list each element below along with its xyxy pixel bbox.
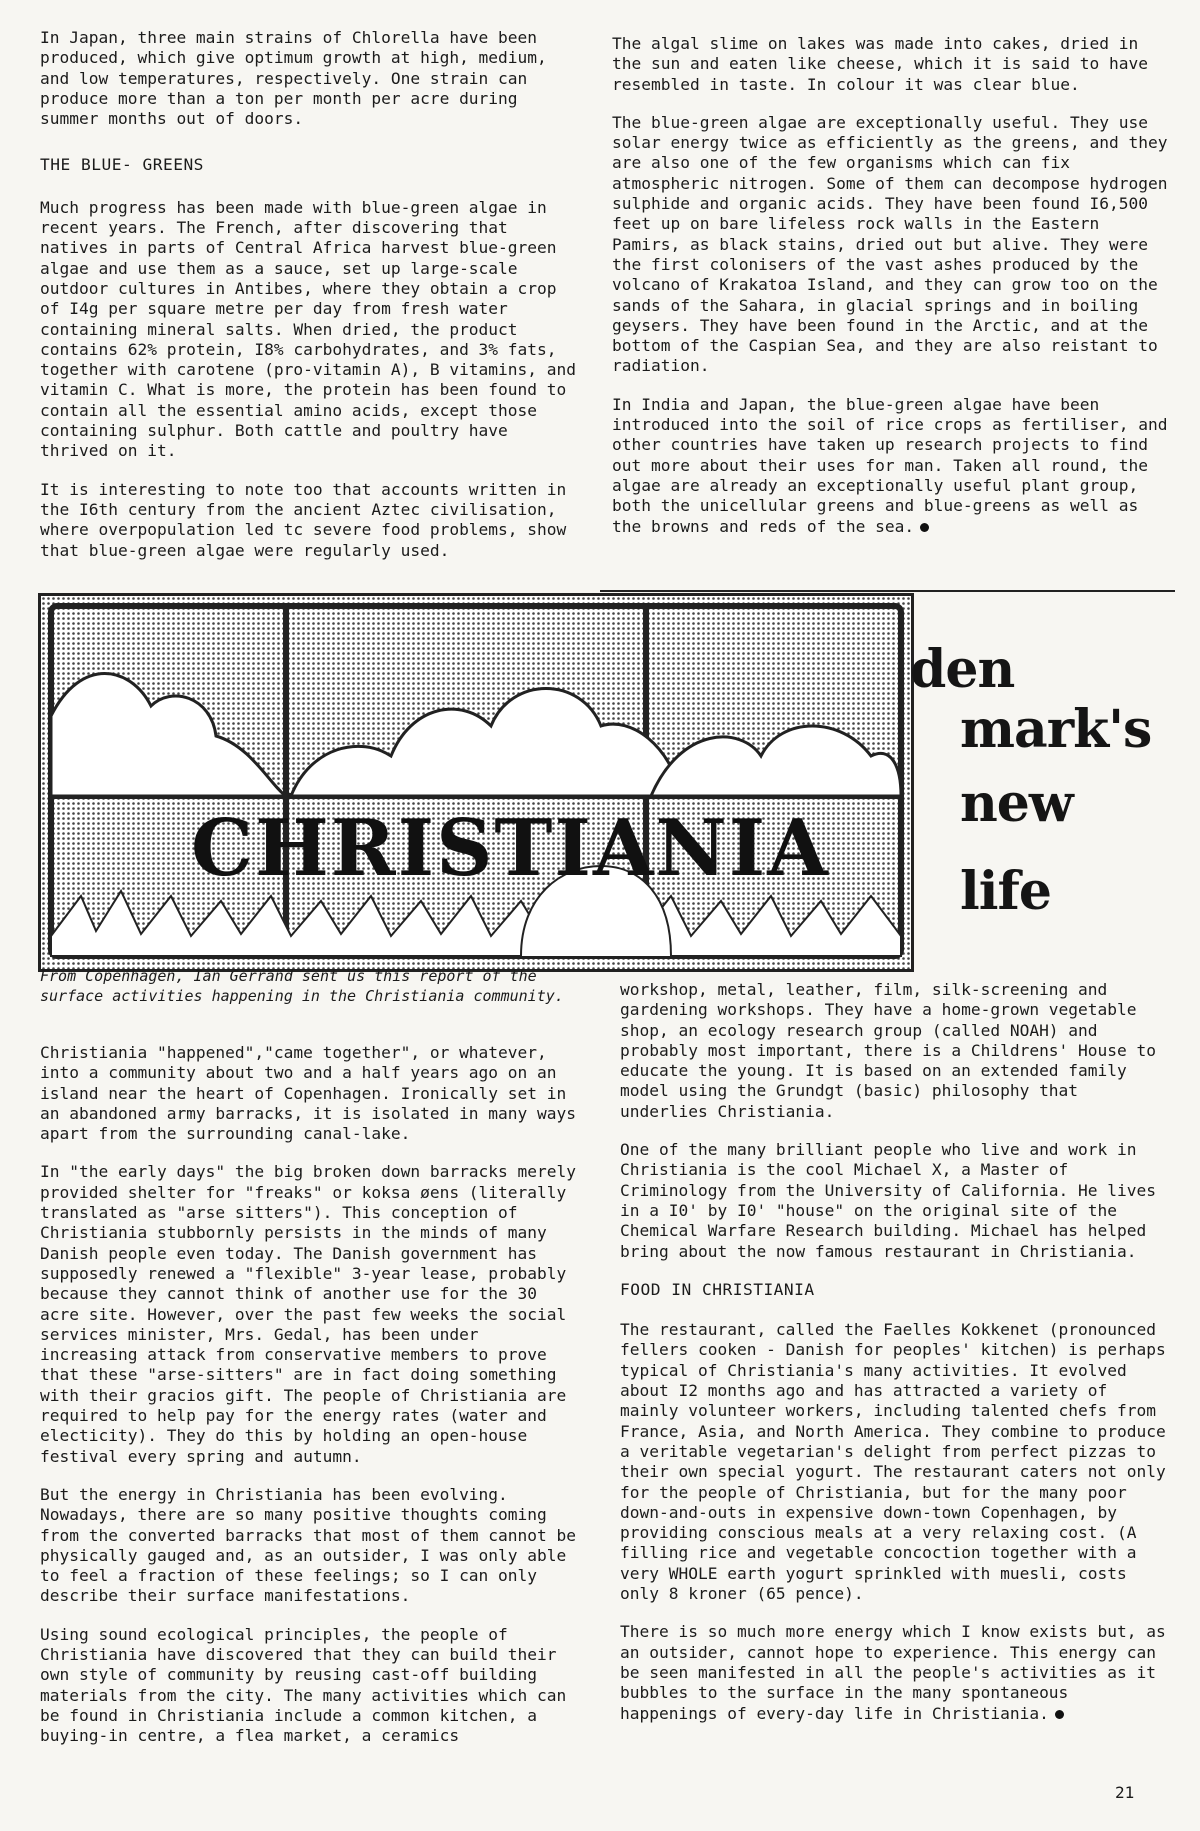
energy-paragraph: But the energy in Christiania has been evolving. Nowadays, there are so many positive thoughts coming from the converted barracks that most of them cannot be physically gauged and, as an outsider, I was only able to feel a fraction of these feelings; so I can only describe their surface manifestations. xyxy=(40,1484,577,1606)
closing-paragraph: There is so much more energy which I know exists but, as an outsider, cannot hope to experience. This energy can be seen manifested in all the people's activities as it bubbles to the surface in the many spontaneous happenings of every-day life in Christiania. xyxy=(620,1622,1166,1723)
christiania-intro-paragraph: Christiania "happened","came together", or whatever, into a community about two and a half years ago on an island near the heart of Copenhagen. Ironically set in an abandoned army barracks, it is isolated in many ways apart from the surrounding canal-lake. xyxy=(40,1043,577,1144)
window-clouds-illustration xyxy=(41,596,911,969)
photo-caption: From Copenhagen, Ian Gerrand sent us this report of the surface activities happening in the Christiania community. xyxy=(40,967,564,1005)
workshops-paragraph: workshop, metal, leather, film, silk-screening and gardening workshops. They have a home-grown vegetable shop, an ecology research group (called NOAH) and probably most important, there is a Childrens' House to educate the young. It is based on an extended family model using the Grundgt (basic) philosophy that underlies Christiania. xyxy=(620,980,1157,1121)
top-right-column xyxy=(612,34,1172,537)
end-bullet-icon xyxy=(1055,1710,1064,1719)
blue-greens-paragraph: Much progress has been made with blue-green algae in recent years. The French, after discovering that natives in parts of Central Africa harvest blue-green algae and use them as a sauce, set up large-scale outdoor cultures in Antibes, where they obtain a crop of I4g per square metre per day from fresh water containing mineral salts. When dried, the product contains 62% protein, I8% carbohydrates, and 3% fats, together with carotene (pro-vitamin A), B vitamins, and vitamin C. What is more, the protein has been found to contain all the essential amino acids, except those containing sulphur. Both cattle and poultry have thrived on it. xyxy=(40,197,577,461)
side-title-line: new xyxy=(960,773,1073,834)
divider-rule xyxy=(600,590,1175,592)
top-left-column xyxy=(40,28,585,561)
end-bullet-icon xyxy=(920,523,929,532)
restaurant-paragraph: The restaurant, called the Faelles Kokkenet (pronounced fellers cooken - Danish for peoples' kitchen) is perhaps typical of Christiania's many activities. It evolved about I2 months ago and has attracted a variety of mainly volunteer workers, including talented chefs from France, Asia, and North America. They combine to produce a veritable vegetarian's delight from perfect pizzas to their own special yogurt. The restaurant caters not only for the people of Christiania, but for the many poor down-and-outs in expensive down-town Copenhagen, by providing conscious meals at a very relaxing cost. (A filling rice and vegetable concoction together with a very WHOLE earth yogurt sprinkled with muesli, costs only 8 kroner (65 pence). xyxy=(620,1320,1166,1604)
blue-green-useful-paragraph: The blue-green algae are exceptionally useful. They use solar energy twice as efficiently as the greens, and they are also one of the few organisms which can fix atmospheric nitrogen. Some of them can decompose hydrogen sulphide and organic acids. They have been found I6,500 feet up on bare lifeless rock walls in the Eastern Pamirs, as black stains, dried out but alive. They were the first colonisers of the vast ashes produced by the volcano of Krakatoa Island, and they can grow too on the sands of the Sahara, in glacial springs and in boiling geysers. They have been found in the Arctic, and at the bottom of the Caspian Sea, and they are also reistant to radiation. xyxy=(612,112,1168,376)
early-days-paragraph: In "the early days" the big broken down barracks merely provided shelter for "freaks" or koksa øens (literally translated as "arse sitters"). This conception of Christiania stubbornly persists in the minds of many Danish people even today. The Danish government has supposedly renewed a "flexible" 3-year lease, probably because they cannot think of another use for the 30 acre site. However, over the past few weeks the social services minister, Mrs. Gedal, has been under increasing attack from conservative members to prove that these "arse-sitters" are in fact doing something with their gracios gift. The people of Christiania are required to help pay for the energy rates (water and electicity). They do this by holding an open-house festival every spring and autumn. xyxy=(40,1162,577,1466)
side-title-line: life xyxy=(960,861,1051,922)
chlorella-paragraph: In Japan, three main strains of Chlorella have been produced, which give optimum growth at high, medium, and low temperatures, respectively. One strain can produce more than a ton per month per acre during summer months out of doors. xyxy=(40,28,547,129)
ecological-paragraph: Using sound ecological principles, the people of Christiania have discovered that they can build their own style of community by reusing cast-off building materials from the city. The many activities which can be found in Christiania include a common kitchen, a buying-in centre, a flea market, a ceramics xyxy=(40,1624,567,1746)
bottom-left-column xyxy=(40,1043,585,1747)
christiania-banner xyxy=(38,593,914,972)
side-title-line: mark's xyxy=(960,699,1152,760)
side-title-line: den xyxy=(910,639,1015,700)
bottom-right-column xyxy=(620,980,1175,1724)
section-heading-blue-greens: THE BLUE- GREENS xyxy=(40,155,204,175)
side-title xyxy=(910,640,1170,922)
algal-slime-paragraph: The algal slime on lakes was made into cakes, dried in the sun and eaten like cheese, which it is said to have resembled in taste. In colour it was clear blue. xyxy=(612,34,1149,94)
michael-x-paragraph: One of the many brilliant people who live and work in Christiania is the cool Michael X, a Master of Criminology from the University of California. He lives in a I0' by I0' "house" on the original site of the Chemical Warfare Research building. Michael has helped bring about the now famous restaurant in Christiania. xyxy=(620,1140,1157,1261)
christiania-word: CHRISTIANIA xyxy=(191,803,830,894)
aztec-paragraph: It is interesting to note too that accounts written in the I6th century from the ancient Aztec civilisation, where overpopulation led tc severe food problems, show that blue-green algae were regularly used. xyxy=(40,479,567,560)
page-number: 21 xyxy=(1115,1783,1135,1802)
section-heading-food: FOOD IN CHRISTIANIA xyxy=(620,1279,815,1299)
india-japan-paragraph: In India and Japan, the blue-green algae have been introduced into the soil of rice crops as fertiliser, and other countries have taken up research projects to find out more about their uses for man. Taken all round, the algae are already an exceptionally useful plant group, both the unicellular greens and blue-greens as well as the browns and reds of the sea. xyxy=(612,394,1168,536)
